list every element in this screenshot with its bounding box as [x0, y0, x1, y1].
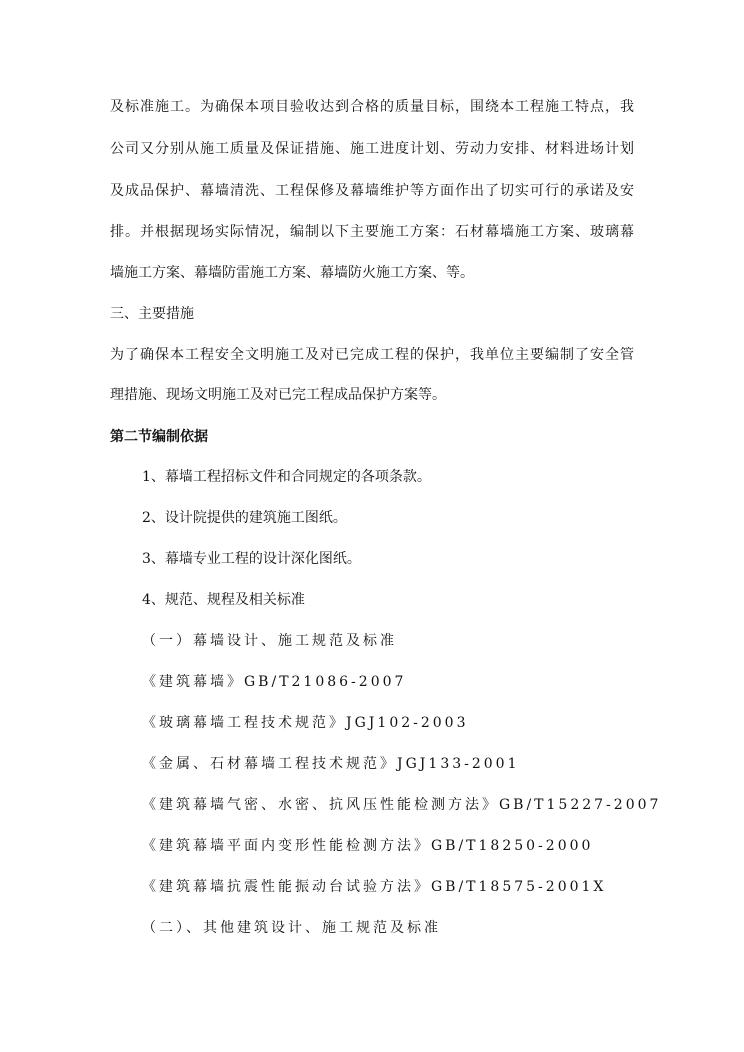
list-item: 3、幕墙专业工程的设计深化图纸。 — [142, 551, 361, 567]
list-item: 1、幕墙工程招标文件和合同规定的各项条款。 — [142, 469, 431, 485]
list-item: 2、设计院提供的建筑施工图纸。 — [142, 510, 347, 526]
subsection-title: （二）、其他建筑设计、施工规范及标准 — [142, 920, 441, 936]
subsection-title: （一）幕墙设计、施工规范及标准 — [142, 633, 397, 649]
paragraph-line: 理措施、现场文明施工及对已完工程成品保护方案等。 — [110, 387, 446, 403]
section-heading: 第二节编制依据 — [110, 429, 208, 445]
standard-item: 《建筑幕墙平面内变形性能检测方法》GB/T18250-2000 — [142, 838, 594, 854]
paragraph-line: 公司又分别从施工质量及保证措施、施工进度计划、劳动力安排、材料进场计划 — [110, 141, 634, 157]
section-title: 三、主要措施 — [110, 306, 194, 322]
standard-item: 《建筑幕墙抗震性能振动台试验方法》GB/T18575-2001X — [142, 879, 607, 895]
paragraph-line: 及成品保护、幕墙清洗、工程保修及幕墙维护等方面作出了切实可行的承诺及安 — [110, 183, 634, 199]
paragraph-line: 及标准施工。为确保本项目验收达到合格的质量目标，围绕本工程施工特点，我 — [110, 99, 634, 115]
standard-item: 《建筑幕墙气密、水密、抗风压性能检测方法》GB/T15227-2007 — [142, 797, 662, 813]
paragraph-line: 为了确保本工程安全文明施工及对已完成工程的保护，我单位主要编制了安全管 — [110, 347, 634, 363]
standard-item: 《玻璃幕墙工程技术规范》JGJ102-2003 — [142, 715, 469, 731]
list-item: 4、规范、规程及相关标准 — [142, 592, 305, 608]
standard-item: 《建筑幕墙》GB/T21086-2007 — [142, 674, 407, 690]
paragraph-line: 墙施工方案、幕墙防雷施工方案、幕墙防火施工方案、等。 — [110, 265, 474, 281]
paragraph-line: 排。并根据现场实际情况，编制以下主要施工方案：石材幕墙施工方案、玻璃幕 — [110, 224, 634, 240]
standard-item: 《金属、石材幕墙工程技术规范》JGJ133-2001 — [142, 756, 520, 772]
